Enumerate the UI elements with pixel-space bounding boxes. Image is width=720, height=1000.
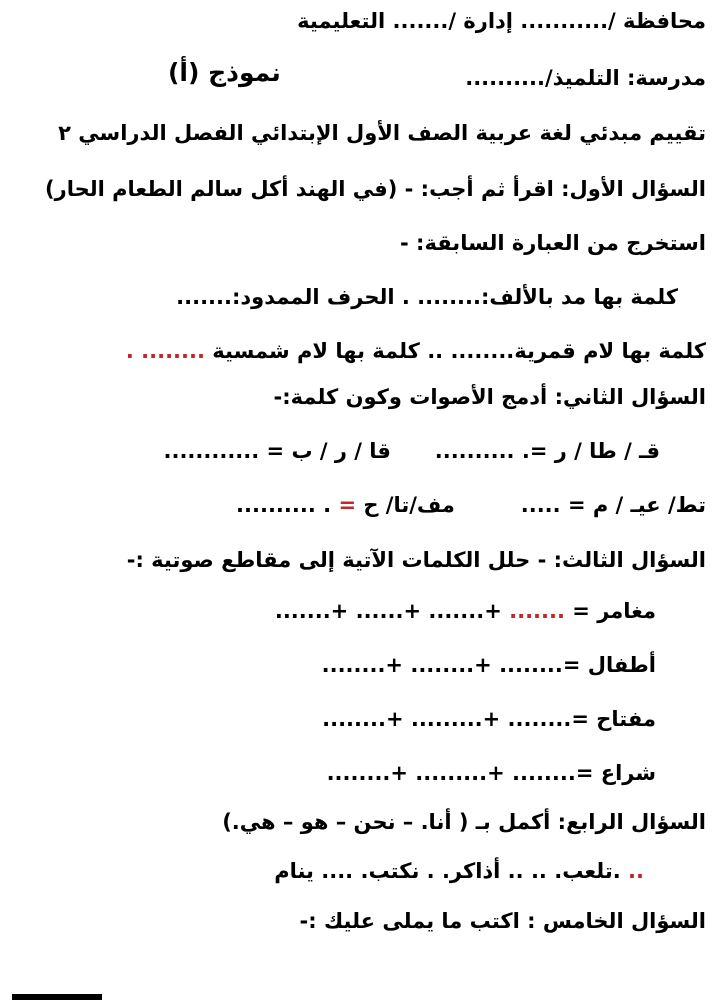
q4-line-text: .تلعب. .. .. أذاكر. . نكتب. .... ينام	[274, 859, 621, 883]
bottom-bar	[12, 994, 102, 1000]
q3-word1-rest: +....... +...... +.......	[274, 599, 502, 623]
q2-prompt: السؤال الثاني: أدمج الأصوات وكون كلمة:-	[273, 385, 706, 409]
q1-line2-blank: ........ .	[125, 339, 205, 363]
q3-word4: شراع =........ +......... +........	[326, 761, 656, 785]
q2-row2	[236, 490, 706, 520]
q1-line1: كلمة بها مد بالألف:........ . الحرف الممدود:.......	[176, 285, 678, 309]
model-label: نموذج (أ)	[168, 58, 281, 87]
exam-title: تقييم مبدئي لغة عربية الصف الأول الإبتدائي الفصل الدراسي ٢	[58, 121, 706, 145]
q4-line	[274, 856, 644, 886]
q1-line2-text: كلمة بها لام قمرية........ .. كلمة بها لام شمسية	[212, 339, 706, 363]
q2-row2-a: تط/ عيـ / م = .....	[520, 493, 706, 517]
q2-row2-b: مف/تا/ ح	[363, 493, 455, 517]
q3-word2: أطفال =........ +........ +........	[321, 653, 656, 677]
q3-word1	[275, 596, 656, 626]
q3-word3: مفتاح =........ +......... +........	[322, 707, 656, 731]
q4-prompt: السؤال الرابع: أكمل بـ ( أنا. – نحن – هو – هي.)	[222, 810, 706, 834]
q3-word1-label: مغامر =	[572, 599, 656, 623]
q4-line-red-dots: ..	[628, 859, 644, 883]
q3-prompt: السؤال الثالث: - حلل الكلمات الآتية إلى مقاطع صوتية :-	[126, 548, 706, 572]
q2-row1-a: قـ / طا / ر =. ..........	[434, 439, 660, 463]
school-line: مدرسة: التلميذ/..........	[465, 66, 706, 90]
q2-row1-blank: ............	[163, 439, 260, 463]
q2-row2-blank: . ..........	[236, 493, 332, 517]
q2-row1	[164, 436, 661, 466]
q1-line2	[126, 336, 706, 366]
q2-row2-equals: =	[338, 493, 357, 517]
governorate-line: محافظة /........... إدارة /....... التعليمية	[297, 9, 706, 33]
q3-word1-blank-red: .......	[509, 599, 565, 623]
q1-extract-instruction: استخرج من العبارة السابقة: -	[400, 231, 706, 255]
q5-prompt: السؤال الخامس : اكتب ما يملى عليك :-	[299, 909, 706, 933]
q1-prompt: السؤال الأول: اقرأ ثم أجب: - (في الهند أكل سالم الطعام الحار)	[45, 177, 706, 201]
q2-row1-b: قا / ر / ب =	[266, 439, 391, 463]
